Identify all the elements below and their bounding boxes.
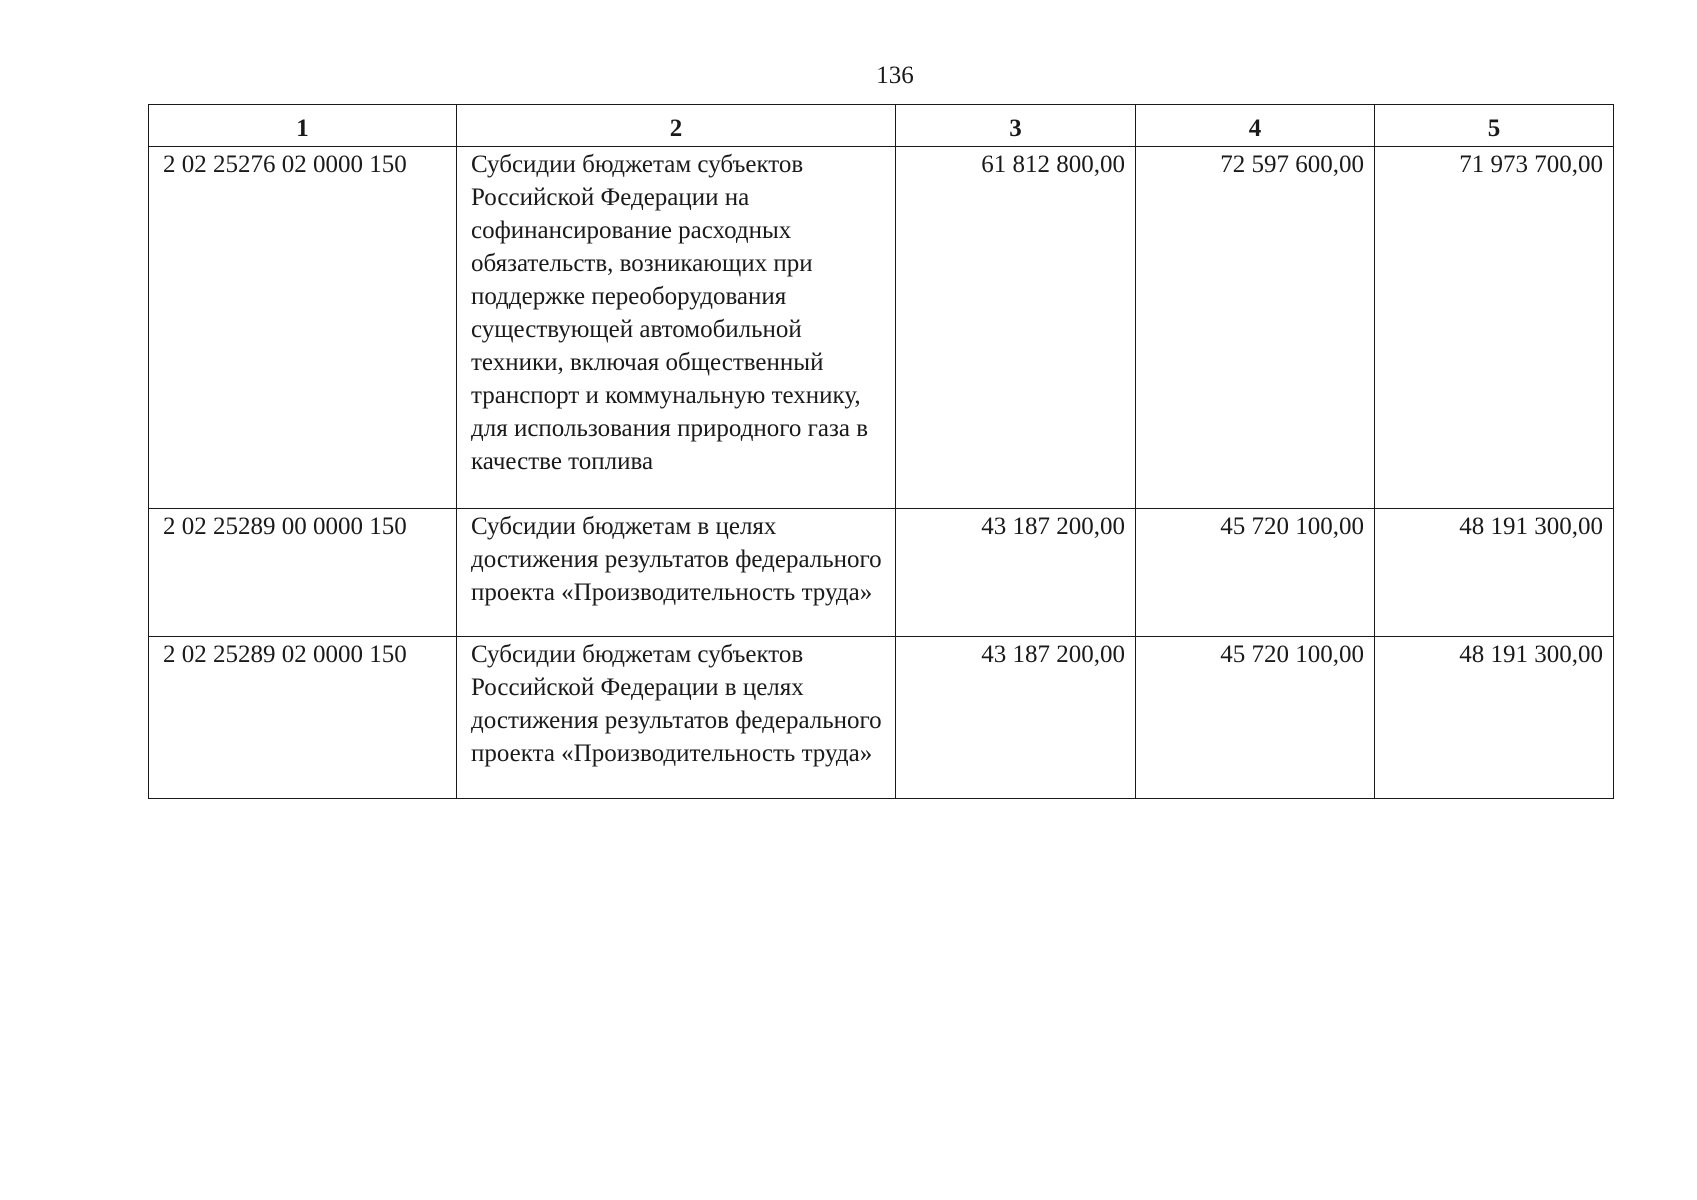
column-header-4: 4 <box>1136 105 1375 147</box>
revenue-code-cell: 2 02 25289 00 0000 150 <box>149 509 457 637</box>
page-number: 136 <box>876 62 914 89</box>
description-cell: Субсидии бюджетам субъектов Российской Федерации в целях достижения результатов федерального проекта «Производительность труда» <box>457 637 896 799</box>
column-header-3: 3 <box>896 105 1136 147</box>
table-header-row <box>149 105 1614 147</box>
column-header-5: 5 <box>1375 105 1614 147</box>
description-cell: Субсидии бюджетам в целях достижения результатов федерального проекта «Производительность труда» <box>457 509 896 637</box>
table-row <box>149 147 1614 509</box>
revenue-code-cell: 2 02 25276 02 0000 150 <box>149 147 457 509</box>
budget-table <box>148 104 1614 799</box>
amount-col4-cell: 45 720 100,00 <box>1136 637 1375 799</box>
amount-col5-cell: 71 973 700,00 <box>1375 147 1614 509</box>
table-row <box>149 509 1614 637</box>
column-header-2: 2 <box>457 105 896 147</box>
amount-col3-cell: 43 187 200,00 <box>896 509 1136 637</box>
column-header-1: 1 <box>149 105 457 147</box>
amount-col5-cell: 48 191 300,00 <box>1375 509 1614 637</box>
amount-col4-cell: 72 597 600,00 <box>1136 147 1375 509</box>
description-cell: Субсидии бюджетам субъектов Российской Федерации на софинансирование расходных обязательств, возникающих при поддержке переоборудования существующей автомобильной техники, включая общественный транспорт и коммунальную технику, для использования природного газа в качестве топлива <box>457 147 896 509</box>
amount-col4-cell: 45 720 100,00 <box>1136 509 1375 637</box>
revenue-code-cell: 2 02 25289 02 0000 150 <box>149 637 457 799</box>
amount-col5-cell: 48 191 300,00 <box>1375 637 1614 799</box>
amount-col3-cell: 43 187 200,00 <box>896 637 1136 799</box>
amount-col3-cell: 61 812 800,00 <box>896 147 1136 509</box>
table-row <box>149 637 1614 799</box>
